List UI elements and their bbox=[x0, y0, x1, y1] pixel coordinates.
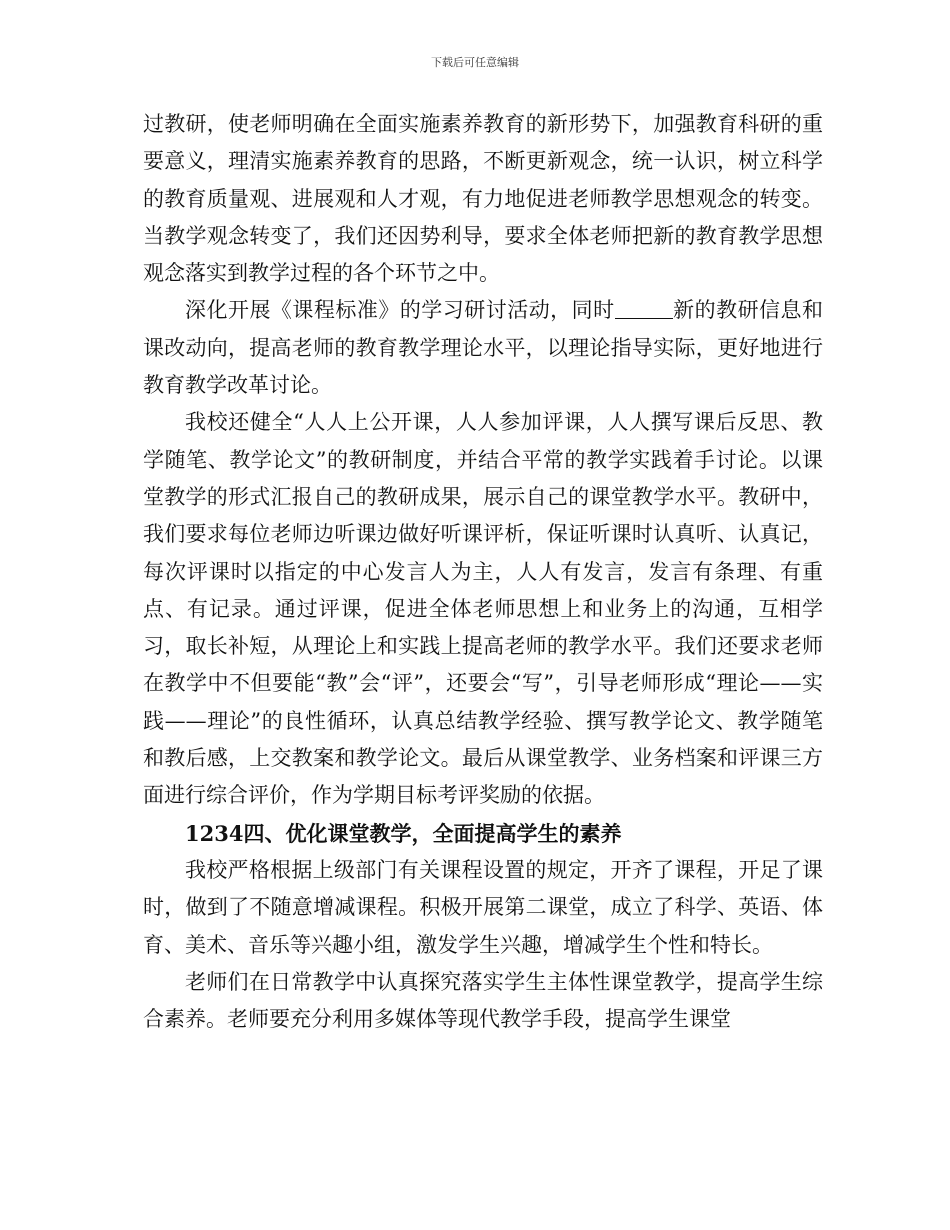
document-body bbox=[143, 106, 823, 1038]
paragraph-2-part-1: 深化开展《课程标准》的学习研讨活动，同时 bbox=[185, 298, 615, 323]
paragraph-4: 我校严格根据上级部门有关课程设置的规定，开齐了课程，开足了课时，做到了不随意增减课程。积极开展第二课堂，成立了科学、英语、体育、美术、音乐等兴趣小组，激发学生兴趣，增减学生个性和特长。 bbox=[143, 857, 823, 957]
fill-in-blank bbox=[615, 297, 673, 319]
section-heading: 1234四、优化课堂教学，全面提高学生的素养 bbox=[185, 820, 622, 846]
paragraph-2 bbox=[143, 292, 823, 404]
page-header: 下载后可任意编辑 bbox=[431, 56, 519, 69]
paragraph-1: 过教研，使老师明确在全面实施素养教育的新形势下，加强教育科研的重要意义，理清实施素养教育的思路，不断更新观念，统一认识，树立科学的教育质量观、进展观和人才观，有力地促进老师教学思想观念的转变。当教学观念转变了，我们还因势利导，要求全体老师把新的教育教学思想观念落实到教学过程的各个环节之中。 bbox=[143, 112, 823, 286]
paragraph-5: 老师们在日常教学中认真探究落实学生主体性课堂教学，提高学生综合素养。老师要充分利用多媒体等现代教学手段，提高学生课堂 bbox=[143, 969, 823, 1032]
paragraph-2-part-2: 新的教研信息和课改动向，提高老师的教育教学理论水平，以理论指导实际，更好地进行教育教学改革讨论。 bbox=[143, 298, 824, 398]
paragraph-3: 我校还健全“人人上公开课，人人参加评课，人人撰写课后反思、教学随笔、教学论文”的教研制度，并结合平常的教学实践着手讨论。以课堂教学的形式汇报自己的教研成果，展示自己的课堂教学水平。教研中，我们要求每位老师边听课边做好听课评析，保证听课时认真听、认真记，每次评课时以指定的中心发言人为主，人人有发言，发言有条理、有重点、有记录。通过评课，促进全体老师思想上和业务上的沟通，互相学习，取长补短，从理论上和实践上提高老师的教学水平。我们还要求老师在教学中不但要能“教”会“评”，还要会“写”，引导老师形成“理论——实践——理论”的良性循环，认真总结教学经验、撰写教学论文、教学随笔和教后感，上交教案和教学论文。最后从课堂教学、业务档案和评课三方面进行综合评价，作为学期目标考评奖励的依据。 bbox=[143, 410, 823, 808]
